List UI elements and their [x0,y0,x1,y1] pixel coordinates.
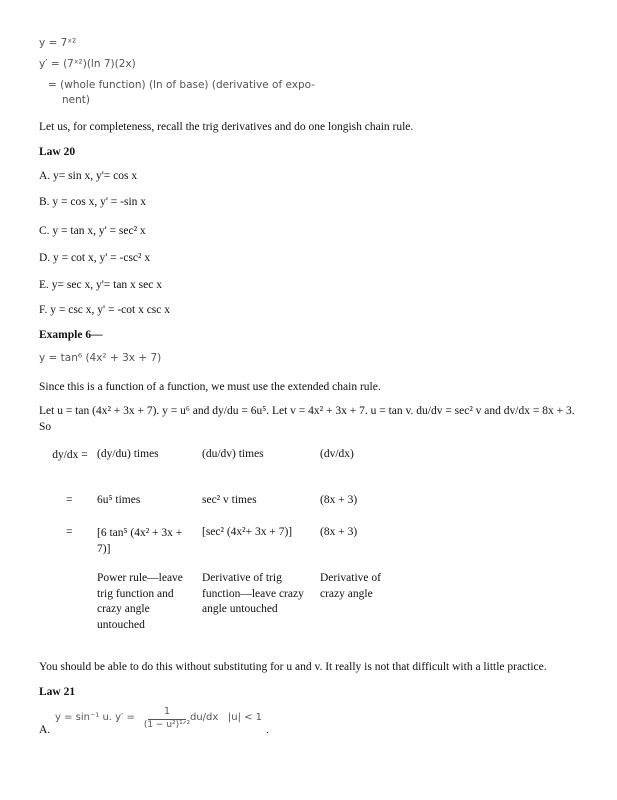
law21-formula-rhs: du/dx |u| < 1 [190,712,263,723]
law20-item-d: D. y = cot x, y' = -csc² x [39,252,151,264]
table-r2-c1: = [66,494,73,506]
example6-equation: y = tan⁶ (4x² + 3x + 7) [39,352,162,364]
table-r3-c1: = [66,526,73,538]
table-r2-c2: 6u⁵ times [97,494,141,506]
table-r1-c3: (du/dv) times [202,448,264,460]
law21-fraction-denominator: (1 − u²)¹ᐟ² [143,720,191,730]
example6-substitution: Let u = tan (4x² + 3x + 7). y = u⁶ and dy/du = 6u⁵. Let v = 4x² + 3x + 7. u = tan v. du/dv = sec² v and dv/dx = 8x + 3. So [39,405,575,433]
table-r2-c3: sec² v times [202,494,257,506]
law21-heading: Law 21 [39,686,76,698]
intro-paragraph: Let us, for completeness, recall the trig derivatives and do one longish chain rule. [39,121,414,133]
law20-item-b: B. y = cos x, y' = -sin x [39,196,147,208]
example6-heading: Example 6— [39,329,103,341]
law21-item-label: A. [39,724,51,736]
derivation-line-3: = (whole function) (ln of base) (derivative of expo- [48,79,316,91]
table-r1-c1: dy/dx = [52,449,88,461]
table-r1-c2: (dy/du) times [97,448,159,460]
law20-item-c: C. y = tan x, y' = sec² x [39,225,146,237]
table-r3-c2: [6 tan⁵ (4x² + 3x + 7)] [97,527,183,555]
table-r2-c4: (8x + 3) [320,494,358,506]
closing-paragraph: You should be able to do this without substituting for u and v. It really is not that difficult with a little practice. [39,661,547,673]
table-r4-c3: Derivative of trig function—leave crazy angle untouched [202,572,304,615]
law21-trailing-period: . [266,724,269,736]
derivation-line-2: y′ = (7ˣ²)(ln 7)(2x) [39,58,136,70]
law20-item-a: A. y= sin x, y'= cos x [39,170,138,182]
table-r4-c4: Derivative of crazy angle [320,572,381,600]
law21-formula-lhs: y = sin⁻¹ u. y′ = [55,712,135,723]
example6-note: Since this is a function of a function, we must use the extended chain rule. [39,381,381,393]
derivation-line-1: y = 7ˣ² [39,37,77,49]
law20-item-f: F. y = csc x, y' = -cot x csc x [39,304,171,316]
law20-heading: Law 20 [39,146,76,158]
table-r1-c4: (dv/dx) [320,448,354,460]
derivation-line-4: nent) [62,94,90,106]
table-r4-c2: Power rule—leave trig function and crazy angle untouched [97,572,183,631]
table-r3-c3: [sec² (4x²+ 3x + 7)] [202,526,293,538]
table-r3-c4: (8x + 3) [320,526,358,538]
law21-fraction-numerator: 1 [163,706,171,717]
law20-item-e: E. y= sec x, y'= tan x sec x [39,279,162,291]
